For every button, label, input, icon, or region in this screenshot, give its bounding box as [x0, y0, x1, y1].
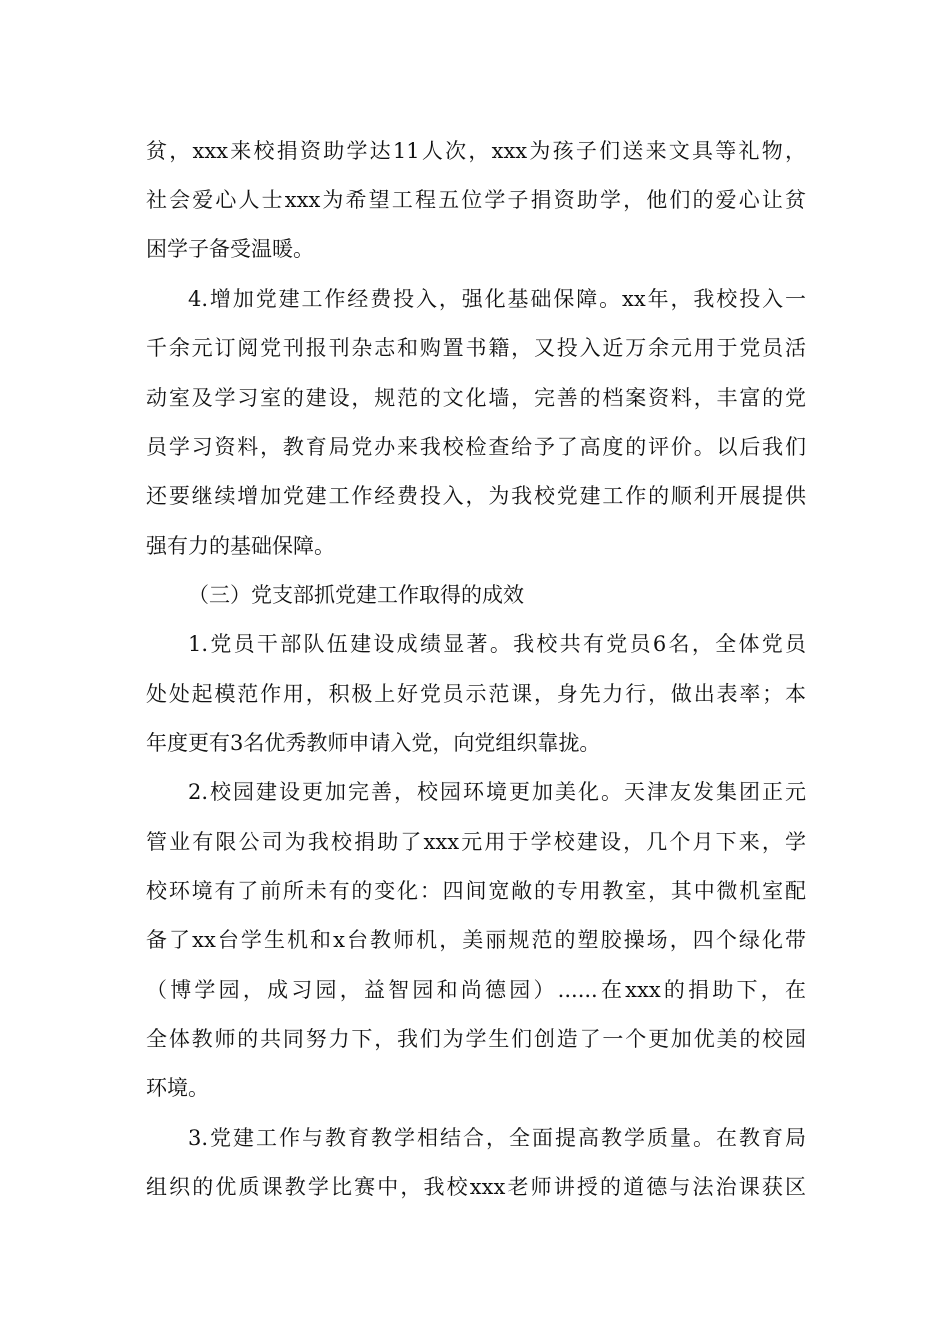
- text-line: 动室及学习室的建设，规范的文化墙，完善的档案资料，丰富的党: [146, 386, 806, 410]
- text-line: 困学子备受温暖。: [146, 237, 314, 261]
- text-line: 贫，xxx来校捐资助学达11人次，xxx为孩子们送来文具等礼物，: [146, 139, 806, 163]
- section-heading: （三）党支部抓党建工作取得的成效: [188, 583, 524, 607]
- text-line: 2.校园建设更加完善，校园环境更加美化。天津友发集团正元: [188, 780, 806, 804]
- text-line: 强有力的基础保障。: [146, 534, 335, 558]
- text-line: 年度更有3名优秀教师申请入党，向党组织靠拢。: [146, 731, 601, 755]
- text-line: 组织的优质课教学比赛中，我校xxx老师讲授的道德与法治课获区: [146, 1175, 806, 1199]
- text-line: 员学习资料，教育局党办来我校检查给予了高度的评价。以后我们: [146, 435, 806, 459]
- text-line: 千余元订阅党刊报刊杂志和购置书籍，又投入近万余元用于党员活: [146, 336, 806, 360]
- text-line: 3.党建工作与教育教学相结合，全面提高教学质量。在教育局: [188, 1126, 806, 1150]
- text-line: 处处起模范作用，积极上好党员示范课，身先力行，做出表率；本: [146, 682, 806, 706]
- text-line: 全体教师的共同努力下，我们为学生们创造了一个更加优美的校园: [146, 1027, 806, 1051]
- text-line: 还要继续增加党建工作经费投入，为我校党建工作的顺利开展提供: [146, 484, 806, 508]
- text-line: 1.党员干部队伍建设成绩显著。我校共有党员6名，全体党员: [188, 632, 806, 656]
- text-line: 校环境有了前所未有的变化：四间宽敞的专用教室，其中微机室配: [146, 879, 806, 903]
- text-line: 4.增加党建工作经费投入，强化基础保障。xx年，我校投入一: [188, 287, 806, 311]
- text-line: 社会爱心人士xxx为希望工程五位学子捐资助学，他们的爱心让贫: [146, 188, 806, 212]
- text-line: 备了xx台学生机和x台教师机，美丽规范的塑胶操场，四个绿化带: [146, 928, 806, 952]
- text-line: 管业有限公司为我校捐助了xxx元用于学校建设，几个月下来，学: [146, 830, 806, 854]
- text-line: （博学园，成习园，益智园和尚德园）......在xxx的捐助下，在: [146, 978, 806, 1002]
- text-line: 环境。: [146, 1076, 209, 1100]
